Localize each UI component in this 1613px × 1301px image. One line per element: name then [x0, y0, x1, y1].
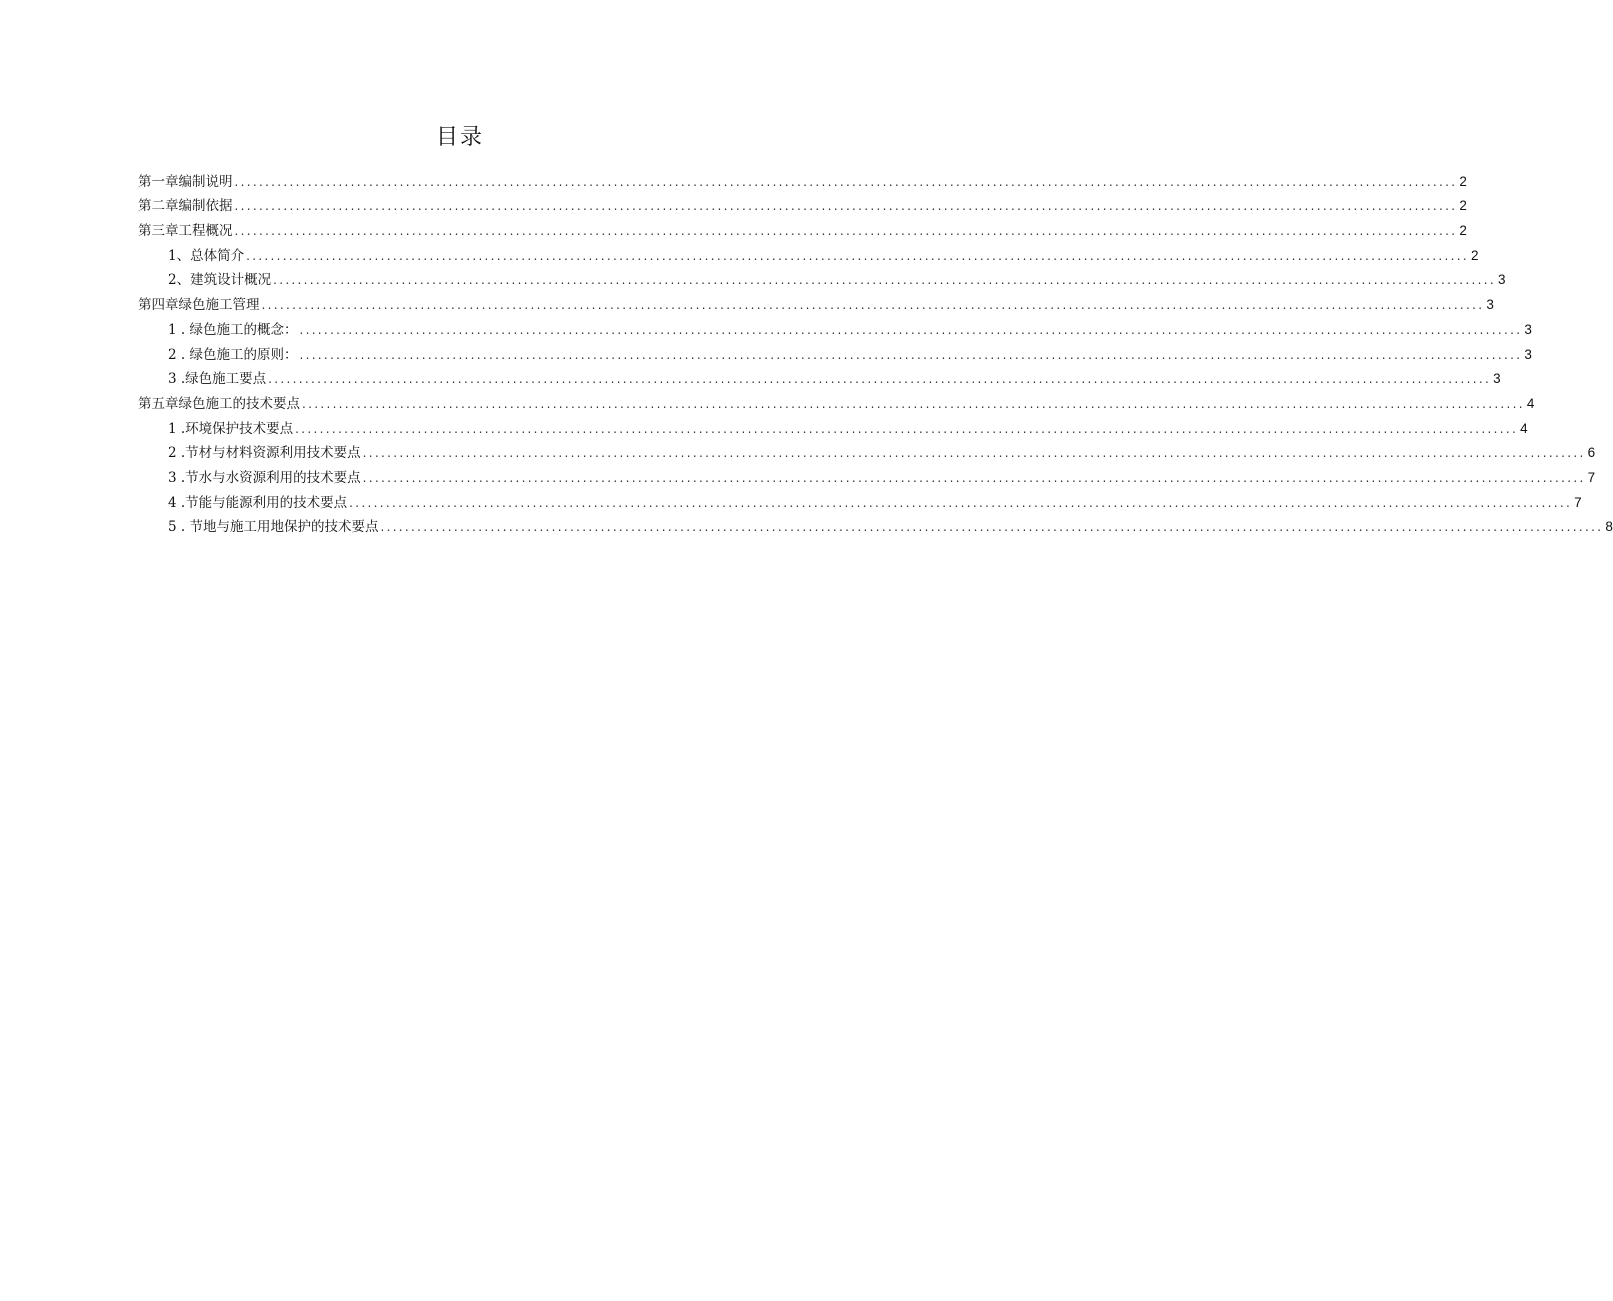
toc-entry[interactable] — [138, 191, 1467, 216]
toc-entry-page: 3 — [1497, 272, 1506, 288]
toc-entry-label: 2、建筑设计概况 — [168, 272, 272, 289]
toc-entry[interactable] — [138, 314, 1532, 339]
toc-dot-leader: ........................................................................................................................................................................................................ — [299, 322, 1523, 337]
toc-entry-label: 第五章绿色施工的技术要点 — [138, 395, 300, 412]
toc-dot-leader: ........................................................................................................................................................................................................ — [273, 273, 1496, 288]
toc-entry[interactable] — [138, 215, 1467, 240]
toc-dot-leader: ........................................................................................................................................................................................................ — [246, 248, 1469, 263]
toc-entry-page: 2 — [1459, 173, 1467, 189]
toc-entry-label: 3 .绿色施工要点 — [168, 371, 267, 388]
toc-dot-leader: ........................................................................................................................................................................................................ — [234, 224, 1458, 239]
toc-entry[interactable] — [138, 487, 1582, 512]
toc-entry-page: 4 — [1526, 395, 1535, 411]
toc-entry-page: 7 — [1574, 494, 1582, 510]
toc-entry-label: 1 . 绿色施工的概念： — [168, 321, 298, 338]
toc-title: 目录 — [435, 125, 484, 150]
toc-entry-label: 第二章编制依据 — [138, 198, 233, 215]
toc-entry-label: 3 .节水与水资源利用的技术要点 — [168, 469, 361, 486]
toc-entry-page: 2 — [1470, 247, 1479, 263]
toc-entry-page: 3 — [1486, 297, 1494, 313]
toc-entry[interactable] — [138, 339, 1532, 364]
toc-dot-leader: ........................................................................................................................................................................................................ — [362, 470, 1586, 485]
toc-dot-leader: ........................................................................................................................................................................................................ — [302, 396, 1525, 411]
toc-entry[interactable] — [138, 289, 1494, 314]
toc-entry-label: 第三章工程概况 — [138, 223, 233, 240]
toc-dot-leader: ........................................................................................................................................................................................................ — [234, 199, 1458, 214]
toc-entry[interactable] — [138, 265, 1506, 290]
toc-entry-page: 3 — [1493, 371, 1501, 387]
toc-entry[interactable] — [138, 438, 1596, 463]
toc-entry-label: 4 .节能与能源利用的技术要点 — [168, 494, 348, 511]
toc-entry[interactable] — [138, 364, 1501, 389]
toc-entry[interactable] — [138, 462, 1596, 487]
toc-entry-label: 1、总体简介 — [168, 247, 245, 264]
toc-entry-page: 8 — [1605, 519, 1613, 535]
toc-entry-page: 2 — [1459, 223, 1467, 239]
toc-entry-label: 2 .节材与材料资源利用技术要点 — [168, 445, 361, 462]
toc-entry-page: 6 — [1587, 445, 1596, 461]
toc-entry-page: 2 — [1459, 198, 1467, 214]
toc-entry-label: 5 . 节地与施工用地保护的技术要点 — [168, 519, 379, 536]
table-of-contents — [138, 166, 1613, 536]
toc-entry[interactable] — [138, 388, 1535, 413]
toc-entry-page: 3 — [1524, 321, 1532, 337]
toc-dot-leader: ........................................................................................................................................................................................................ — [349, 495, 1573, 510]
toc-dot-leader: ........................................................................................................................................................................................................ — [268, 372, 1492, 387]
toc-entry-label: 第四章绿色施工管理 — [138, 297, 260, 314]
toc-entry-label: 1 .环境保护技术要点 — [168, 420, 294, 437]
toc-dot-leader: ........................................................................................................................................................................................................ — [261, 298, 1485, 313]
toc-entry-page: 7 — [1587, 469, 1596, 485]
toc-dot-leader: ........................................................................................................................................................................................................ — [234, 174, 1458, 189]
toc-entry[interactable] — [138, 166, 1467, 191]
toc-dot-leader: ........................................................................................................................................................................................................ — [380, 520, 1604, 535]
toc-entry[interactable] — [138, 512, 1613, 537]
toc-dot-leader: ........................................................................................................................................................................................................ — [295, 421, 1519, 436]
toc-entry-label: 2 . 绿色施工的原则： — [168, 346, 298, 363]
toc-dot-leader: ........................................................................................................................................................................................................ — [362, 446, 1586, 461]
toc-entry-page: 3 — [1524, 346, 1532, 362]
toc-entry-label: 第一章编制说明 — [138, 173, 233, 190]
toc-entry-page: 4 — [1520, 420, 1528, 436]
toc-entry[interactable] — [138, 240, 1479, 265]
toc-dot-leader: ........................................................................................................................................................................................................ — [299, 347, 1523, 362]
toc-entry[interactable] — [138, 413, 1528, 438]
